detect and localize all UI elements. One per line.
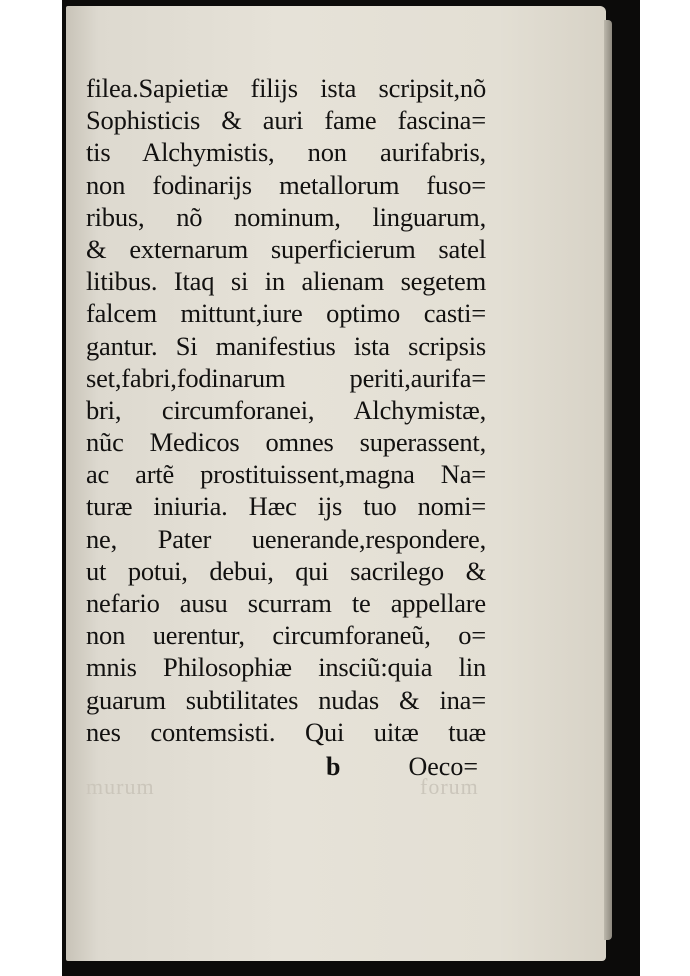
text-line: set,fabri,fodinarum periti,aurifa= bbox=[86, 362, 486, 393]
text-line: ribus, nõ nominum, linguarum, bbox=[86, 201, 486, 232]
text-line: bri, circumforanei, Alchymistæ, bbox=[86, 394, 486, 425]
text-line: nes contemsisti. Qui uitæ tuæ bbox=[86, 716, 486, 747]
text-line: & externarum superficierum satel bbox=[86, 233, 486, 264]
text-line: guarum subtilitates nudas & ina= bbox=[86, 684, 486, 715]
text-line: ac artẽ prostituissent,magna Na= bbox=[86, 459, 486, 490]
show-through-text-left: murum bbox=[86, 774, 155, 799]
text-line: ne, Pater uenerande,respondere, bbox=[86, 523, 486, 554]
text-line: mnis Philosophiæ insciũ:quia lin bbox=[86, 652, 486, 683]
text-line: nũc Medicos omnes superassent, bbox=[86, 427, 486, 458]
text-line: falcem mittunt,iure optimo casti= bbox=[86, 298, 486, 329]
text-line: gantur. Si manifestius ista scripsis bbox=[86, 330, 486, 361]
paper-edge bbox=[604, 20, 612, 940]
text-line: ut potui, debui, qui sacrilego & bbox=[86, 555, 486, 586]
text-line: Sophisticis & auri fame fascina= bbox=[86, 105, 486, 136]
text-line: non uerentur, circumforaneũ, o= bbox=[86, 620, 486, 651]
text-line: turæ iniuria. Hæc ijs tuo nomi= bbox=[86, 491, 486, 522]
body-text bbox=[86, 72, 486, 748]
text-line: tis Alchymistis, non aurifabris, bbox=[86, 137, 486, 168]
text-line: filea.Sapietiæ filijs ista scripsit,nõ bbox=[86, 73, 486, 103]
text-line: nefario ausu scurram te appellare bbox=[86, 588, 486, 618]
text-line: non fodinarijs metallorum fuso= bbox=[86, 169, 486, 200]
show-through-text-right: forum bbox=[420, 774, 479, 799]
catchword: Oeco= bbox=[408, 752, 478, 781]
page-footer bbox=[86, 752, 478, 786]
signature-mark: b bbox=[326, 752, 341, 781]
text-line: litibus. Itaq si in alienam segetem bbox=[86, 266, 486, 297]
